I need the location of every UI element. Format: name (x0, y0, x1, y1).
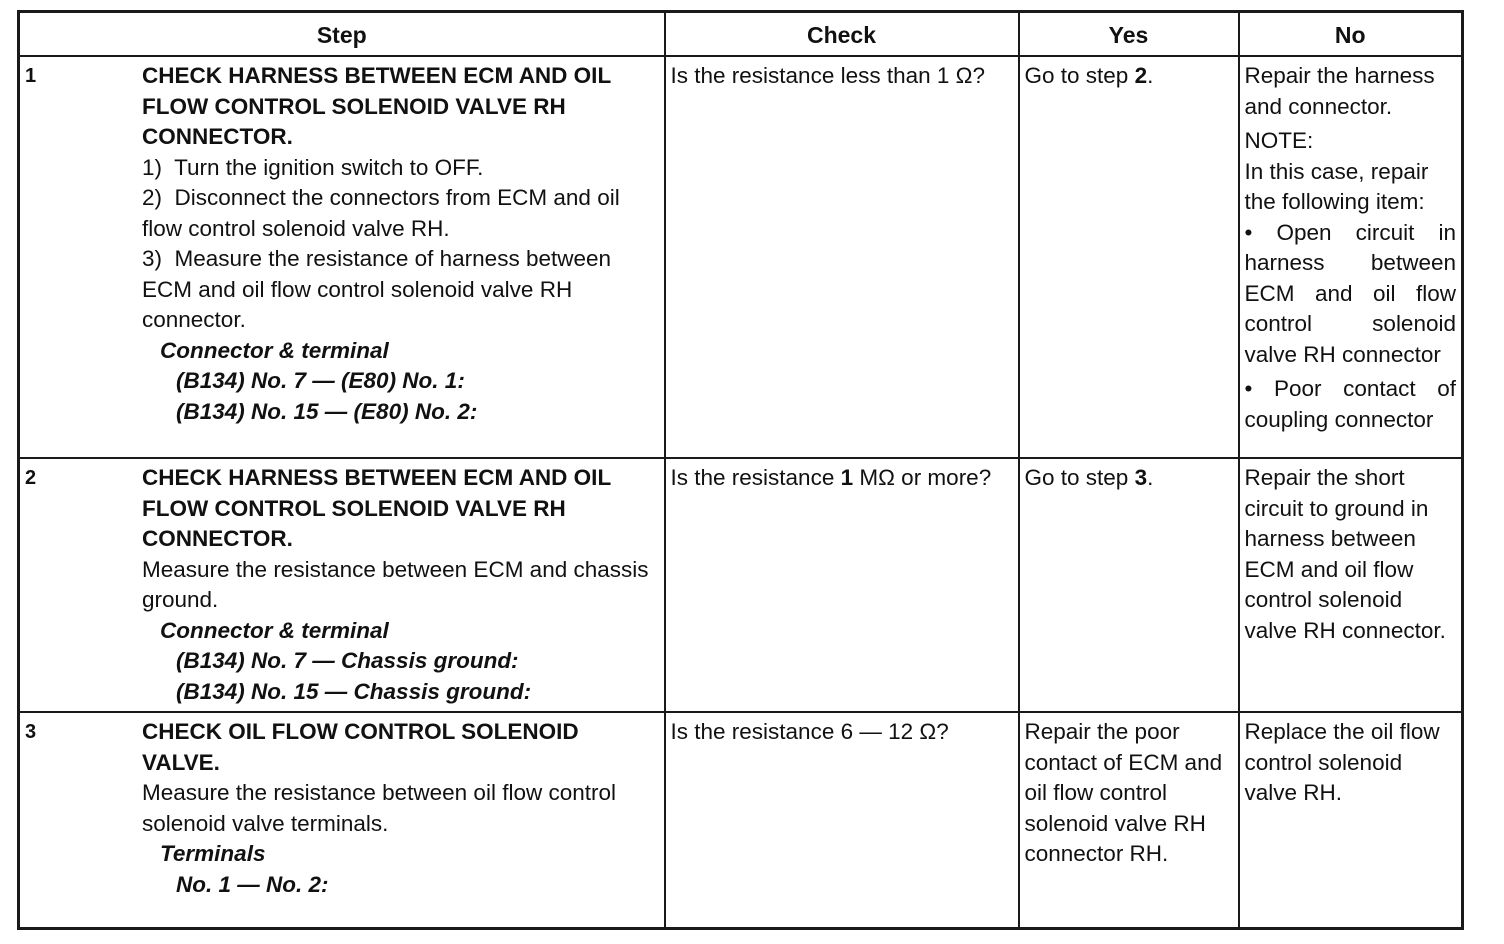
step-title: CHECK OIL FLOW CONTROL SOLENOID VALVE. (142, 719, 579, 775)
check-suffix: MΩ or more? (853, 465, 992, 490)
table-row (19, 712, 1463, 929)
note-bullet: • Poor contact of coupling connector (1244, 376, 1456, 432)
yes-suffix: . (1147, 63, 1154, 88)
no-cell (1239, 712, 1463, 929)
table-row (19, 56, 1463, 458)
header-check: Check (665, 12, 1019, 57)
yes-prefix: Go to step (1024, 465, 1135, 490)
check-text: Is the resistance less than 1 Ω? (670, 63, 985, 88)
check-text (666, 459, 1018, 496)
step-cell (19, 458, 665, 712)
step-number: 3 (25, 721, 37, 743)
substep: 3) Measure the resistance of harness between ECM and oil flow control solenoid valve RH connector. (142, 246, 618, 332)
no-text: Replace the oil flow control solenoid valve RH. (1244, 719, 1440, 805)
step-title: CHECK HARNESS BETWEEN ECM AND OIL FLOW CONTROL SOLENOID VALVE RH CONNECTOR. (142, 465, 611, 551)
step-number: 2 (25, 467, 37, 489)
note-label: NOTE: (1244, 128, 1314, 153)
yes-prefix: Go to step (1024, 63, 1135, 88)
header-row (19, 12, 1463, 57)
check-cell (665, 712, 1019, 929)
note-bullet: • Open circuit in harness between ECM and oil flow control solenoid valve RH connector (1244, 219, 1456, 367)
step-number: 1 (25, 65, 37, 87)
spec-item: (B134) No. 15 — (E80) No. 2: (176, 398, 478, 424)
no-main: Repair the harness and connector. (1244, 63, 1435, 119)
spec-heading: Terminals (160, 841, 266, 866)
header-step: Step (19, 12, 665, 57)
yes-cell (1019, 458, 1239, 712)
spec-item: (B134) No. 7 — (E80) No. 1: (176, 368, 465, 393)
spec-heading: Connector & terminal (160, 337, 389, 363)
yes-cell (1019, 712, 1239, 929)
substep: 1) Turn the ignition switch to OFF. (142, 154, 484, 180)
no-cell (1239, 56, 1463, 458)
step-reference-link[interactable]: 3 (1134, 465, 1148, 490)
no-text: Repair the short circuit to ground in harness between ECM and oil flow control solenoid valve RH connector. (1244, 465, 1446, 643)
step-reference-link[interactable]: 2 (1134, 63, 1148, 88)
yes-suffix: . (1147, 465, 1154, 490)
note-intro: In this case, repair the following item: (1244, 158, 1429, 214)
yes-cell (1019, 56, 1239, 458)
diagnostic-table (17, 10, 1464, 930)
table-row (19, 458, 1463, 712)
check-prefix: Is the resistance (670, 465, 841, 490)
spec-item: (B134) No. 7 — Chassis ground: (176, 648, 519, 673)
header-yes: Yes (1019, 12, 1239, 57)
header-no: No (1239, 12, 1463, 57)
step-cell (19, 712, 665, 929)
yes-text (1020, 57, 1238, 94)
step-cell (19, 56, 665, 458)
check-value: 1 (840, 465, 854, 490)
check-cell (665, 458, 1019, 712)
step-description: Measure the resistance between ECM and chassis ground. (142, 556, 649, 612)
yes-text: Repair the poor contact of ECM and oil flow control solenoid valve RH connector RH. (1024, 719, 1223, 866)
spec-heading: Connector & terminal (160, 617, 389, 643)
no-cell (1239, 458, 1463, 712)
substep: 2) Disconnect the connectors from ECM and oil flow control solenoid valve RH. (142, 185, 626, 241)
spec-item: No. 1 — No. 2: (176, 871, 329, 897)
spec-item: (B134) No. 15 — Chassis ground: (176, 678, 532, 704)
check-cell (665, 56, 1019, 458)
check-text: Is the resistance 6 — 12 Ω? (670, 719, 949, 744)
step-title: CHECK HARNESS BETWEEN ECM AND OIL FLOW CONTROL SOLENOID VALVE RH CONNECTOR. (142, 63, 611, 149)
step-description: Measure the resistance between oil flow control solenoid valve terminals. (142, 780, 616, 836)
no-text (1240, 57, 1462, 437)
yes-text (1020, 459, 1238, 496)
